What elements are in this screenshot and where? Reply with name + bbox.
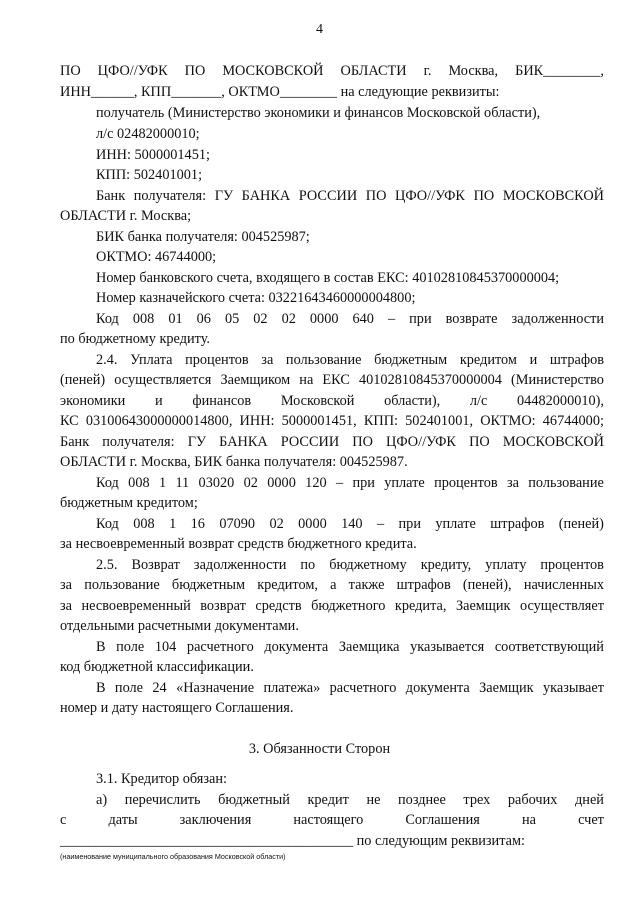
word: РОССИИ [280, 434, 340, 450]
word: кредитом, [257, 577, 318, 593]
word: 104 [154, 639, 177, 655]
word: Возврат [131, 557, 180, 573]
word: (пеней) [60, 372, 106, 388]
word: г. [423, 63, 432, 79]
word: рабочих [507, 792, 558, 808]
word: на [521, 812, 536, 828]
word: ОКТМО: [480, 413, 536, 429]
word: возврат [200, 598, 246, 614]
word: заключения [179, 812, 252, 828]
word: 5000001451, [281, 413, 357, 429]
word: документа [264, 639, 329, 655]
word: БАНКА [219, 434, 268, 450]
word: «Назначение [176, 680, 255, 696]
word: штрафов [549, 352, 604, 368]
text-line [96, 639, 604, 656]
text-line: БИК банка получателя: 004525987; [96, 229, 310, 245]
word: уплате [384, 475, 425, 491]
text-line [60, 393, 604, 410]
word: уплате [435, 516, 476, 532]
word: КС [60, 413, 79, 429]
word: Заемщика [338, 639, 400, 655]
text-line: ИНН: 5000001451; [96, 147, 210, 163]
word: 16 [190, 516, 205, 532]
text-line: л/с 02482000010; [96, 126, 200, 142]
word: уплату [485, 557, 527, 573]
page-number: 4 [316, 22, 323, 37]
text-line: за несвоевременный возврат средств бюджетного кредита. [60, 536, 417, 552]
word: также [348, 577, 385, 593]
word: процентов [540, 557, 604, 573]
word: платежа» [263, 680, 321, 696]
text-line [96, 475, 604, 492]
text-line: _________________________________________ по следующим реквизитам: [60, 833, 525, 849]
word: 02 [269, 516, 284, 532]
word: Код [96, 516, 119, 532]
text-line: получатель (Министерство экономики и финансов Московской области), [96, 105, 541, 121]
word: за [506, 475, 519, 491]
word: указывает [543, 680, 604, 696]
word: задолженности [193, 557, 287, 573]
word: БАНКА [241, 188, 291, 204]
word: соответствующий [494, 639, 604, 655]
word: 03100643000000014800, [85, 413, 233, 429]
word: МОСКОВСКОЙ [502, 188, 604, 204]
word: бюджетного [311, 598, 386, 614]
word: а) [96, 792, 108, 808]
word: 07090 [219, 516, 256, 532]
word: Заемщик [455, 598, 511, 614]
text-line [96, 557, 604, 574]
word: дней [575, 792, 604, 808]
word: штрафов [490, 516, 545, 532]
text-line [60, 413, 604, 430]
text-line [60, 434, 604, 451]
word: РОССИИ [298, 188, 358, 204]
word: КПП: [363, 413, 399, 429]
word: ПО [469, 434, 490, 450]
word: Уплата [130, 352, 173, 368]
word: позднее [398, 792, 446, 808]
word: ГУ [187, 434, 207, 450]
text-line: КПП: 502401001; [96, 167, 203, 183]
word: по [300, 557, 316, 573]
word: процентов [185, 352, 249, 368]
word: бюджетным [374, 352, 448, 368]
word: 06 [196, 311, 211, 327]
word: не [366, 792, 381, 808]
word: 01 [168, 311, 183, 327]
word: 11 [175, 475, 190, 491]
word: В [96, 680, 106, 696]
word: 008 [133, 516, 155, 532]
text-line [96, 352, 604, 369]
word: Московской [280, 393, 355, 409]
word: за [60, 598, 72, 614]
word: пользование [528, 475, 604, 491]
word: ПО [60, 63, 81, 79]
word: штрафов [396, 577, 451, 593]
text-line: ОКТМО: 46744000; [96, 249, 217, 265]
word: – [335, 475, 344, 491]
text-line [96, 516, 604, 533]
word: (пеней) [558, 516, 604, 532]
word: финансов [192, 393, 252, 409]
word: 0000 [309, 311, 339, 327]
word: ИНН: [239, 413, 275, 429]
word: с [60, 812, 67, 828]
word: трех [463, 792, 491, 808]
text-line [60, 598, 604, 615]
word: кредита, [394, 598, 447, 614]
text-line: ИНН______, КПП_______, ОКТМО________ на следующие реквизиты: [60, 84, 500, 100]
text-line: по бюджетному кредиту. [60, 331, 210, 347]
word: 640 [352, 311, 374, 327]
word: бюджетным [171, 577, 246, 593]
word: – [387, 311, 396, 327]
text-line: Номер казначейского счета: 03221643460000004800; [96, 290, 416, 306]
word: перечислить [124, 792, 201, 808]
word: ОБЛАСТИ [340, 63, 407, 79]
word: БИК________, [515, 63, 604, 79]
word: получателя: [102, 434, 175, 450]
word: осуществляет [519, 598, 604, 614]
word: 0000 [298, 516, 327, 532]
word: процентов [434, 475, 498, 491]
word: 03020 [198, 475, 235, 491]
text-line: код бюджетной классификации. [60, 659, 254, 675]
word: 04482000010), [517, 393, 604, 409]
word: указывается [410, 639, 485, 655]
word: кредит [307, 792, 349, 808]
word: 46744000; [542, 413, 604, 429]
word: задолженности [511, 311, 604, 327]
word: начисленных [523, 577, 604, 593]
word: настоящего [293, 812, 364, 828]
word: 2.5. [96, 557, 118, 573]
word: ЦФО//УФК [395, 188, 465, 204]
word: при [352, 475, 375, 491]
word: бюджетный [218, 792, 290, 808]
text-line: 3.1. Кредитор обязан: [96, 771, 227, 787]
word: несвоевременный [81, 598, 191, 614]
word: расчетного [329, 680, 397, 696]
text-line [60, 63, 604, 80]
word: 502401001, [405, 413, 474, 429]
word: 02 [243, 475, 258, 491]
word: ПО [352, 434, 373, 450]
word: ПО [184, 63, 206, 79]
word: и [529, 352, 538, 368]
word: за [60, 577, 72, 593]
word: пользование [285, 352, 362, 368]
section-heading: 3. Обязанности Сторон [248, 741, 391, 757]
word: расчетного [186, 639, 254, 655]
text-line: бюджетным кредитом; [60, 495, 198, 511]
word: 24 [152, 680, 167, 696]
footnote-caption: (наименование муниципального образования Московской области) [60, 852, 286, 861]
word: кредитом [459, 352, 517, 368]
word: ПО [365, 188, 387, 204]
text-line: ОБЛАСТИ г. Москва, БИК банка получателя: 004525987. [60, 454, 408, 470]
word: поле [114, 680, 144, 696]
text-line [96, 792, 604, 809]
word: 1 [169, 516, 177, 532]
word: 008 [132, 311, 155, 327]
word: Банк [96, 188, 126, 204]
word: ПО [473, 188, 495, 204]
text-line: Номер банковского счета, входящего в состав ЕКС: 40102810845370000004; [96, 270, 560, 286]
word: (Министерство [511, 372, 604, 388]
word: экономики [60, 393, 126, 409]
word: при [409, 311, 432, 327]
text-line [96, 188, 604, 205]
word: 140 [341, 516, 363, 532]
word: и [155, 393, 163, 409]
word: – [376, 516, 385, 532]
word: 02 [281, 311, 296, 327]
text-line: ОБЛАСТИ г. Москва; [60, 208, 192, 224]
word: при [398, 516, 421, 532]
text-line: отдельными расчетными документами. [60, 618, 299, 634]
word: ЦФО//УФК [386, 434, 456, 450]
word: 40102810845370000004 [358, 372, 502, 388]
word: счет [578, 812, 604, 828]
word: 0000 [267, 475, 296, 491]
text-line [60, 812, 604, 829]
word: а [330, 577, 337, 593]
word: возврате [445, 311, 498, 327]
word: Код [96, 475, 119, 491]
word: (пеней), [462, 577, 512, 593]
text-line [60, 372, 604, 389]
word: МОСКОВСКОЙ [222, 63, 324, 79]
word: 120 [305, 475, 327, 491]
word: Москва, [448, 63, 499, 79]
word: средств [255, 598, 302, 614]
word: л/с [469, 393, 488, 409]
text-line [60, 577, 604, 594]
word: 2.4. [96, 352, 118, 368]
word: за [261, 352, 274, 368]
word: пользование [84, 577, 160, 593]
word: бюджетному [329, 557, 407, 573]
word: осуществляется [114, 372, 212, 388]
word: 1 [158, 475, 167, 491]
word: Банк [60, 434, 90, 450]
word: получателя: [133, 188, 207, 204]
text-line [96, 680, 604, 697]
word: области), [384, 393, 441, 409]
text-line [96, 311, 604, 328]
word: Соглашения [405, 812, 480, 828]
word: поле [116, 639, 145, 655]
word: Заемщиком [220, 372, 291, 388]
word: ЦФО//УФК [97, 63, 168, 79]
word: даты [108, 812, 138, 828]
word: ГУ [214, 188, 234, 204]
word: 02 [253, 311, 268, 327]
word: ЕКС [322, 372, 350, 388]
word: 008 [128, 475, 150, 491]
word: В [96, 639, 106, 655]
word: 05 [224, 311, 240, 327]
text-line: номер и дату настоящего Соглашения. [60, 700, 294, 716]
word: Заемщик [479, 680, 534, 696]
word: МОСКОВСКОЙ [502, 434, 604, 450]
word: Код [96, 311, 119, 327]
word: документа [405, 680, 470, 696]
word: кредиту, [420, 557, 472, 573]
word: на [299, 372, 314, 388]
